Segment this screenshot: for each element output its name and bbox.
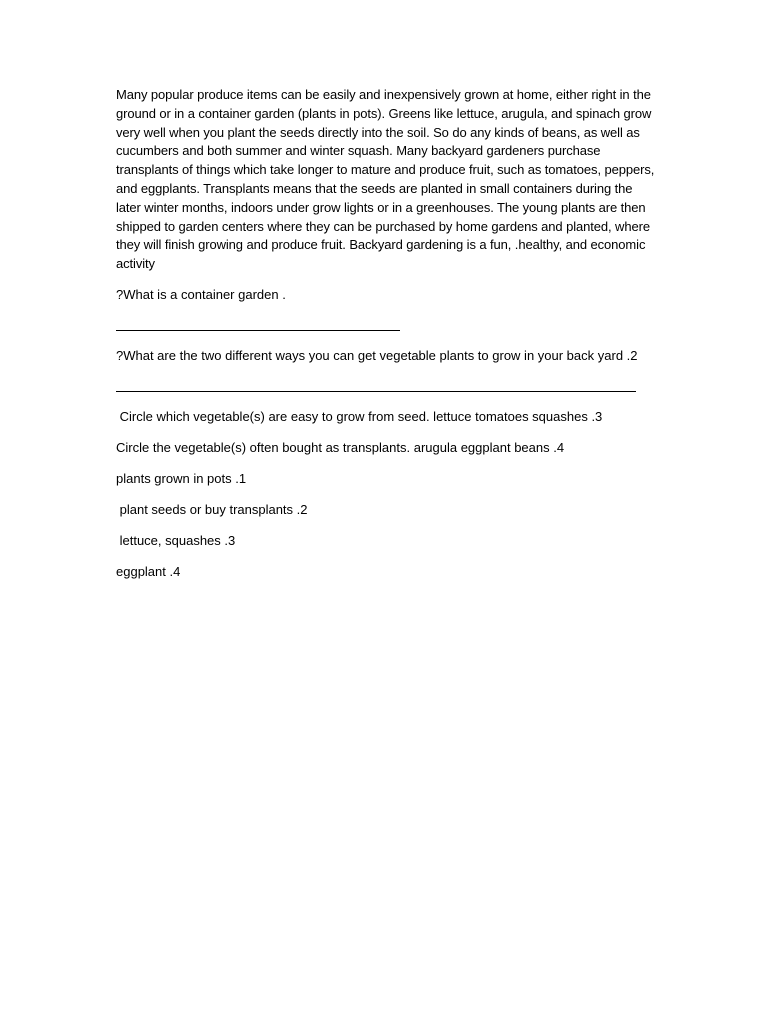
reading-passage-block <box>116 86 656 274</box>
question-1: ?What is a container garden . <box>116 287 286 302</box>
answer-1: plants grown in pots .1 <box>116 471 247 486</box>
answer-2: plant seeds or buy transplants .2 <box>116 502 308 517</box>
question-3: Circle which vegetable(s) are easy to grow from seed. lettuce tomatoes squashes .3 <box>116 409 603 424</box>
reading-passage: Many popular produce items can be easily and inexpensively grown at home, either right in the ground or in a container garden (plants in pots). Greens like lettuce, arugula, and spinach grow very well when you plant the seeds directly into the soil. So do any kinds of beans, as well as cucumbers and both summer and winter squash. Many backyard gardeners purchase transplants of things which take longer to mature and produce fruit, such as tomatoes, peppers, and eggplants. Transplants means that the seeds are planted in small containers during the later winter months, indoors under grow lights or in a greenhouses. The young plants are then shipped to garden centers where they can be purchased by home gardens and planted, where they will finish growing and produce fruit. Backyard gardening is a fun, .healthy, and economic activity <box>116 87 655 272</box>
answer-4: eggplant .4 <box>116 564 181 579</box>
question-2: ?What are the two different ways you can get vegetable plants to grow in your back yard .2 <box>116 348 638 363</box>
answer-3: lettuce, squashes .3 <box>116 533 236 548</box>
answer-blank-1 <box>116 330 400 331</box>
answer-blank-2 <box>116 391 636 392</box>
question-4: Circle the vegetable(s) often bought as transplants. arugula eggplant beans .4 <box>116 440 565 455</box>
